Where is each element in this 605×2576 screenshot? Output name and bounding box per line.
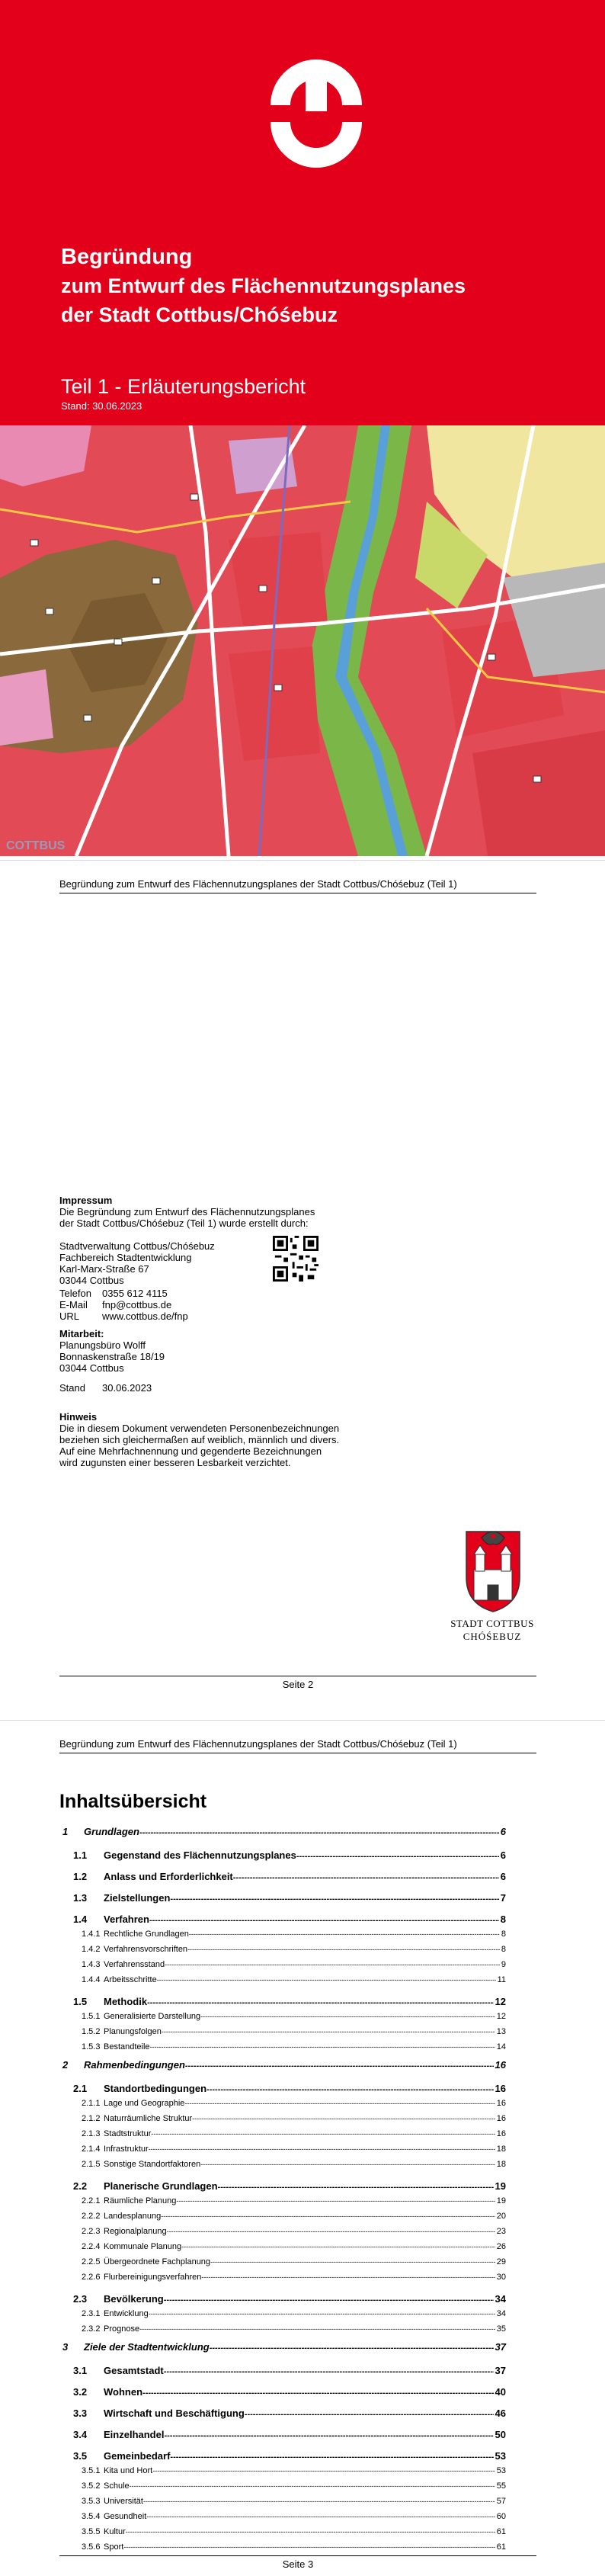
toc-entry[interactable] [59,2112,506,2128]
toc-entry-label: Universität [104,2497,143,2506]
page-3 [0,1720,605,2576]
contact-email-link[interactable]: fnp@cottbus.de [102,1299,172,1310]
toc-entry[interactable] [59,2271,506,2286]
toc-entry-page: 19 [496,2196,506,2205]
toc-entry[interactable] [59,1823,506,1843]
toc-entry-page: 37 [495,2365,506,2376]
toc-title: Inhaltsübersicht [59,1791,207,1812]
cover-date: Stand: 30.06.2023 [61,400,142,412]
toc-entry[interactable] [59,2495,506,2510]
cover-page [0,0,605,856]
cover-title-line3: der Stadt Cottbus/Chóśebuz [61,303,338,326]
toc-entry-page: 30 [496,2273,506,2282]
toc-leader-dots [187,1946,500,1953]
organisation-block [59,1240,215,1286]
toc-entry-number: 3.2 [73,2386,88,2398]
cottbus-logo-icon [263,44,370,181]
toc-entry-number: 3.1 [73,2365,88,2376]
toc-entry-number: 1.2 [73,1871,88,1882]
toc-entry-number: 1.5.2 [82,2027,101,2036]
toc-entry-label: Bestandteile [104,2042,150,2051]
toc-entry-page: 13 [496,2027,506,2036]
city-crest-icon [459,1524,527,1615]
toc-leader-dots [143,2497,495,2505]
mitarbeit-block [59,1328,165,1374]
stand-label: Stand [59,1382,85,1394]
toc-entry-label: Verfahrensstand [104,1960,165,1969]
toc-entry[interactable] [59,1958,506,1974]
toc-entry-page: 16 [496,2129,506,2138]
map-watermark: COTTBUS [6,839,66,852]
toc-entry-label: Generalisierte Darstellung [104,2012,201,2021]
stand-block [59,1382,152,1394]
cover-map-image [0,425,605,856]
toc-entry[interactable] [59,2286,506,2308]
page-2 [0,860,605,1716]
toc-entry-page: 40 [495,2386,506,2398]
toc-entry-page: 29 [496,2257,506,2266]
org-line-3: Karl-Marx-Straße 67 [59,1263,149,1275]
toc-entry-number: 2.1.4 [82,2145,101,2154]
toc-entry-number: 1.4.3 [82,1960,101,1969]
toc-leader-dots [139,1828,499,1837]
org-line-1: Stadtverwaltung Cottbus/Chóśebuz [59,1240,215,1252]
toc-leader-dots [176,2197,495,2205]
toc-entry[interactable] [59,2097,506,2112]
toc-leader-dots [149,1916,499,1925]
toc-entry-number: 2.3 [73,2293,88,2305]
toc-entry-number: 2.1.5 [82,2160,101,2169]
toc-entry-label: Verfahren [104,1914,149,1925]
toc-entry-page: 20 [496,2212,506,2221]
toc-leader-dots [296,1852,499,1861]
toc-entry[interactable] [59,2541,506,2556]
toc-entry-page: 34 [495,2293,506,2305]
page-footer: Seite 2 [59,1676,536,1690]
contact-row-email [59,1299,188,1310]
toc-entry-label: Zielstellungen [104,1892,171,1904]
toc-entry-number: 2.3.1 [82,2309,101,2318]
toc-entry-label: Ziele der Stadtentwicklung [84,2341,210,2353]
toc-entry-page: 19 [495,2180,506,2192]
hinweis-line-3: Auf eine Mehrfachnennung und gegenderte Bezeichnungen [59,1445,322,1457]
toc-entry-label: Anlass und Erforderlichkeit [104,1871,233,1882]
page-footer: Seite 3 [59,2555,536,2570]
toc-leader-dots [152,2467,495,2475]
toc-entry-label: Flurbereinigungsverfahren [104,2273,202,2282]
toc-entry[interactable] [59,1928,506,1943]
toc-entry[interactable] [59,2041,506,2056]
toc-leader-dots [149,2310,495,2318]
toc-entry-label: Gemeinbedarf [104,2450,171,2462]
toc-entry[interactable] [59,2443,506,2465]
toc-entry-page: 16 [496,2099,506,2108]
org-line-4: 03044 Cottbus [59,1275,124,1286]
toc-leader-dots [150,2043,495,2051]
toc-entry-label: Schule [104,2481,130,2491]
cover-title-line2: zum Entwurf des Flächennutzungsplanes [61,274,466,297]
toc-entry-label: Wohnen [104,2386,143,2398]
toc-entry[interactable] [59,2465,506,2480]
toc-entry-number: 1.3 [73,1892,88,1904]
toc-entry-page: 57 [496,2497,506,2506]
toc-leader-dots [164,2295,494,2305]
toc-entry-label: Stadtstruktur [104,2129,152,2138]
mitarbeit-line-2: Bonnaskenstraße 18/19 [59,1351,165,1362]
impressum-text-2: der Stadt Cottbus/Chóśebuz (Teil 1) wurde erstellt durch: [59,1217,309,1229]
toc-entry[interactable] [59,2510,506,2526]
toc-entry[interactable] [59,2256,506,2271]
toc-entry[interactable] [59,2128,506,2143]
toc-entry-number: 2.2.3 [82,2227,101,2236]
toc-entry-label: Planungsfolgen [104,2027,162,2036]
crest-label-line1: STADT COTTBUS [450,1618,534,1629]
toc-entry[interactable] [59,1907,506,1928]
toc-entry-label: Landesplanung [104,2212,162,2221]
toc-leader-dots [147,1998,493,2007]
toc-leader-dots [165,1961,500,1968]
toc-entry-page: 23 [496,2227,506,2236]
contact-row-url [59,1310,188,1322]
toc-entry[interactable] [59,2143,506,2158]
toc-leader-dots [210,2258,495,2266]
toc-entry-label: Infrastruktur [104,2145,149,2154]
toc-entry-label: Bevölkerung [104,2293,164,2305]
toc-leader-dots [210,2343,494,2353]
toc-entry-number: 2.2.6 [82,2273,101,2282]
cover-title [61,242,466,329]
toc-entry-number: 1.4.2 [82,1945,101,1954]
toc-leader-dots [123,2543,495,2551]
toc-entry-page: 37 [495,2341,506,2353]
toc-entry-label: Rahmenbedingungen [84,2059,185,2071]
impressum-text-1: Die Begründung zum Entwurf des Flächennutzungsplanes [59,1206,315,1217]
toc-entry-number: 2.1.1 [82,2099,101,2108]
toc-entry[interactable] [59,2323,506,2338]
toc-entry[interactable] [59,2195,506,2210]
hinweis-line-1: Die in diesem Dokument verwendeten Personenbezeichnungen [59,1423,340,1434]
crest-label [440,1617,544,1643]
mitarbeit-line-3: 03044 Cottbus [59,1362,124,1374]
toc-leader-dots [185,2061,494,2071]
mitarbeit-heading: Mitarbeit: [59,1328,104,1339]
toc-entry-label: Einzelhandel [104,2429,165,2440]
toc-entry-label: Arbeitsschritte [104,1975,157,1984]
toc-leader-dots [164,2431,493,2440]
land-use-map-icon [0,425,605,856]
toc-entry[interactable] [59,2379,506,2401]
contact-label: URL [59,1310,80,1322]
toc-entry[interactable] [59,1864,506,1885]
toc-leader-dots [164,2367,494,2376]
toc-entry-number: 3.4 [73,2429,88,2440]
toc-leader-dots [139,2325,495,2333]
toc-entry-label: Kultur [104,2527,126,2536]
toc-entry-number: 3.5.4 [82,2512,101,2521]
toc-entry[interactable] [59,2225,506,2241]
cover-subtitle: Teil 1 - Erläuterungsbericht [61,375,306,398]
contact-phone: 0355 612 4115 [102,1288,168,1299]
toc-leader-dots [162,2028,495,2035]
toc-entry-label: Lage und Geographie [104,2099,185,2108]
toc-entry-number: 2.1.3 [82,2129,101,2138]
crest-label-line2: CHÓŚEBUZ [463,1631,522,1642]
contact-url-link[interactable]: www.cottbus.de/fnp [102,1310,188,1322]
toc-leader-dots [149,2145,495,2153]
hinweis-heading: Hinweis [59,1411,98,1423]
toc-entry-page: 11 [497,1975,506,1984]
toc-entry[interactable] [59,2358,506,2379]
toc-entry-page: 12 [496,2012,506,2021]
toc-leader-dots [151,2130,495,2138]
toc-leader-dots [142,2388,494,2398]
toc-entry-number: 1.4 [73,1914,88,1925]
toc-leader-dots [126,2528,495,2536]
toc-entry-page: 6 [500,1849,506,1861]
running-header: Begründung zum Entwurf des Flächennutzungsplanes der Stadt Cottbus/Chóśebuz (Teil 1) [59,1738,536,1753]
toc-leader-dots [189,1930,500,1938]
toc-entry-label: Räumliche Planung [104,2196,177,2205]
toc-entry[interactable] [59,2308,506,2323]
toc-entry-label: Gesamtstadt [104,2365,164,2376]
toc-leader-dots [233,1873,499,1882]
toc-entry-page: 34 [496,2309,506,2318]
toc-entry-number: 2.2.4 [82,2242,101,2251]
toc-entry[interactable] [59,2401,506,2422]
toc-entry-page: 8 [501,1930,506,1939]
contact-block [59,1288,188,1322]
toc-entry-label: Methodik [104,1996,148,2007]
toc-entry[interactable] [59,2480,506,2495]
toc-leader-dots [200,2161,495,2168]
toc-entry-number: 2.1.2 [82,2114,101,2123]
toc-entry-label: Naturräumliche Struktur [104,2114,193,2123]
stand-value: 30.06.2023 [102,1382,152,1394]
mitarbeit-line-1: Planungsbüro Wolff [59,1339,146,1351]
toc-entry-number: 3.5.5 [82,2527,101,2536]
toc-entry[interactable] [59,2010,506,2026]
toc-entry[interactable] [59,2422,506,2443]
hinweis-block [59,1411,339,1468]
toc-entry[interactable] [59,1885,506,1907]
toc-entry-label: Verfahrensvorschriften [104,1945,188,1954]
toc-entry-page: 8 [501,1945,506,1954]
toc-entry-page: 55 [496,2481,506,2491]
toc-entry-number: 2 [62,2059,69,2071]
toc-leader-dots [161,2212,495,2220]
toc-entry-label: Gegenstand des Flächennutzungsplanes [104,1849,296,1861]
toc-entry-number: 1.4.1 [82,1930,101,1939]
toc-entry-page: 16 [496,2114,506,2123]
toc-entry-label: Rechtliche Grundlagen [104,1930,189,1939]
toc-entry[interactable] [59,2210,506,2225]
contact-label: Telefon [59,1288,91,1299]
contact-row-phone [59,1288,188,1299]
toc-entry-page: 16 [495,2083,506,2094]
toc-entry-page: 18 [496,2145,506,2154]
toc-entry-label: Kommunale Planung [104,2242,182,2251]
toc-entry-page: 9 [501,1960,506,1969]
toc-entry-label: Kita und Hort [104,2466,153,2475]
toc-entry[interactable] [59,2173,506,2195]
toc-entry-number: 3.5.3 [82,2497,101,2506]
toc-entry-number: 1.1 [73,1849,88,1861]
toc-entry-page: 53 [496,2466,506,2475]
toc-entry-page: 61 [496,2527,506,2536]
toc-entry-page: 18 [496,2160,506,2169]
toc-leader-dots [201,2273,495,2281]
toc-entry-number: 2.2.1 [82,2196,101,2205]
toc-entry[interactable] [59,2076,506,2097]
toc-entry-page: 50 [495,2429,506,2440]
toc-entry-label: Übergeordnete Fachplanung [104,2257,211,2266]
toc-entry[interactable] [59,2158,506,2173]
toc-leader-dots [192,2115,495,2122]
toc-entry-page: 60 [496,2512,506,2521]
toc-entry-number: 2.2 [73,2180,88,2192]
toc-entry-label: Planerische Grundlagen [104,2180,218,2192]
toc-entry-page: 53 [495,2450,506,2462]
cover-title-line1: Begründung [61,245,193,269]
toc-entry-page: 16 [495,2059,506,2071]
toc-entry-page: 14 [496,2042,506,2051]
contact-label: E-Mail [59,1299,88,1310]
toc-entry-number: 1.5 [73,1996,88,2007]
toc-entry-number: 3 [62,2341,69,2353]
toc-entry-page: 46 [495,2408,506,2419]
toc-entry-page: 35 [496,2324,506,2334]
toc-leader-dots [170,1894,498,1904]
toc-entry[interactable] [59,2056,506,2076]
toc-leader-dots [181,2243,495,2250]
org-line-2: Fachbereich Stadtentwicklung [59,1252,192,1263]
toc-entry-page: 12 [495,1996,506,2007]
toc-leader-dots [170,2452,493,2462]
toc-leader-dots [130,2482,495,2490]
toc-entry-label: Regionalplanung [104,2227,167,2236]
toc-entry-number: 3.5 [73,2450,88,2462]
toc-entry-label: Wirtschaft und Beschäftigung [104,2408,245,2419]
toc-leader-dots [218,2183,494,2192]
toc-entry-number: 1.4.4 [82,1975,101,1984]
toc-entry-label: Gesundheit [104,2512,147,2521]
toc-entry[interactable] [59,1989,506,2010]
qr-code-icon[interactable] [273,1236,319,1282]
toc-entry[interactable] [59,2526,506,2541]
impressum-heading: Impressum [59,1195,113,1206]
toc-entry[interactable] [59,2338,506,2358]
toc-entry-number: 1 [62,1826,69,1837]
toc-entry[interactable] [59,1943,506,1958]
impressum-block [59,1195,315,1229]
toc-leader-dots [245,2410,494,2419]
toc-entry-number: 2.2.2 [82,2212,101,2221]
toc-leader-dots [184,2100,495,2107]
toc-entry-label: Grundlagen [84,1826,139,1837]
toc-leader-dots [157,1976,496,1984]
toc-entry[interactable] [59,2241,506,2256]
toc-entry-number: 1.5.1 [82,2012,101,2021]
toc-entry-page: 8 [500,1914,506,1925]
toc-entry-number: 3.5.2 [82,2481,101,2491]
running-header: Begründung zum Entwurf des Flächennutzungsplanes der Stadt Cottbus/Chóśebuz (Teil 1) [59,878,536,893]
toc-entry-number: 2.3.2 [82,2324,101,2334]
toc-entry-page: 26 [496,2242,506,2251]
toc-entry-number: 3.5.6 [82,2542,101,2552]
toc-entry-number: 2.1 [73,2083,88,2094]
toc-entry[interactable] [59,2026,506,2041]
toc-leader-dots [200,2013,495,2020]
cover-subtitle-block [61,374,306,413]
table-of-contents [59,1823,506,2556]
toc-entry-page: 6 [500,1871,506,1882]
toc-entry-label: Sonstige Standortfaktoren [104,2160,201,2169]
hinweis-line-4: wird zugunsten einer besseren Lesbarkeit verzichtet. [59,1457,291,1468]
toc-entry-number: 3.3 [73,2408,88,2419]
toc-entry-page: 61 [496,2542,506,2552]
toc-leader-dots [206,2085,493,2094]
toc-entry-number: 3.5.1 [82,2466,101,2475]
toc-entry-number: 1.5.3 [82,2042,101,2051]
toc-entry-number: 2.2.5 [82,2257,101,2266]
toc-entry[interactable] [59,1974,506,1989]
toc-leader-dots [167,2228,495,2235]
toc-entry-page: 7 [500,1892,506,1904]
toc-entry-label: Prognose [104,2324,140,2334]
toc-entry-label: Sport [104,2542,124,2552]
hinweis-line-2: beziehen sich gleichermaßen auf weiblich, männlich und divers. [59,1434,340,1445]
toc-entry-label: Entwicklung [104,2309,149,2318]
toc-entry-page: 6 [500,1826,506,1837]
toc-entry-label: Standortbedingungen [104,2083,207,2094]
toc-leader-dots [146,2513,495,2520]
toc-entry[interactable] [59,1843,506,1864]
